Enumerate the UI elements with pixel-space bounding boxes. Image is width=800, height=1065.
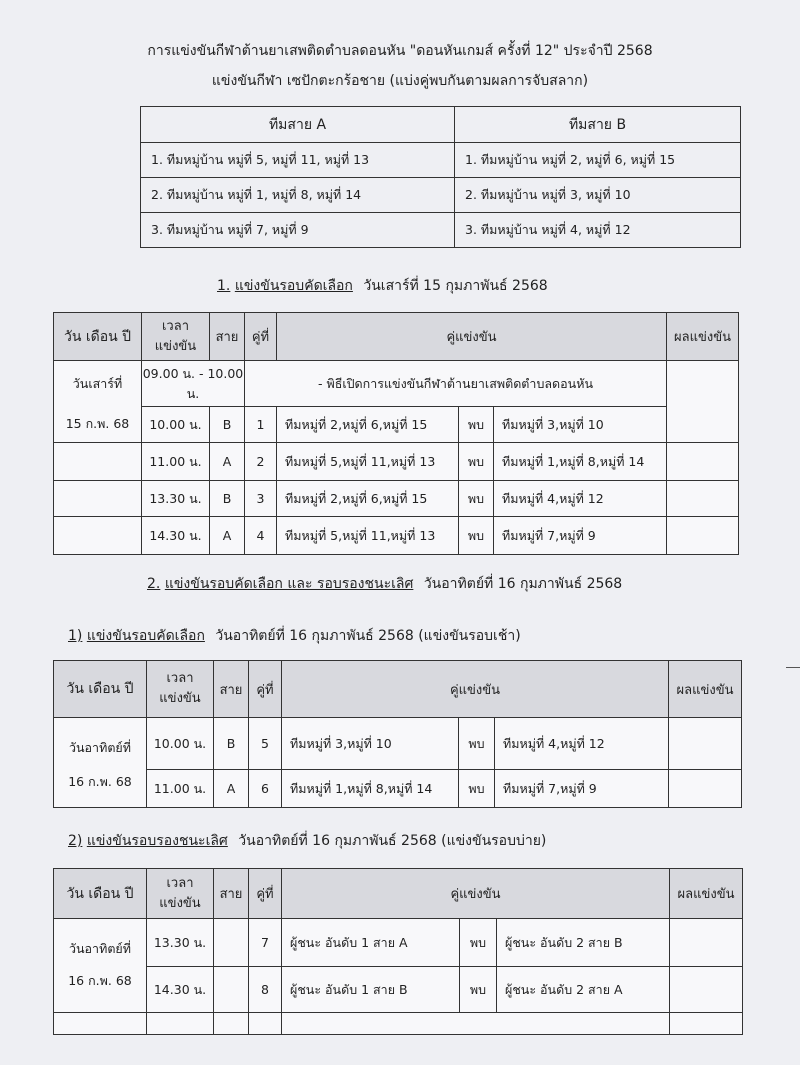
result-cell: [670, 919, 743, 967]
col-time: เวลา แข่งขัน: [147, 869, 214, 919]
document-title: การแข่งขันกีฬาต้านยาเสพติดตำบลดอนหัน "ดอนหันเกมส์ ครั้งที่ 12" ประจำปี 2568: [147, 43, 653, 59]
empty-cell: [670, 1013, 743, 1035]
team-b-cell: 1. ทีมหมู่บ้าน หมู่ที่ 2, หมู่ที่ 6, หมู่ที่ 15: [455, 143, 741, 178]
col-time: เวลา แข่งขัน: [142, 313, 210, 361]
team-b-cell: 2. ทีมหมู่บ้าน หมู่ที่ 3, หมู่ที่ 10: [455, 178, 741, 213]
match-group: [214, 967, 249, 1013]
ceremony-time: 09.00 น. - 10.00 น.: [142, 361, 245, 407]
match-home: ทีมหมู่ที่ 5,หมู่ที่ 11,หมู่ที่ 13: [277, 443, 459, 481]
sub1-title: แข่งขันรอบคัดเลือก: [86, 628, 205, 644]
table-row: [54, 967, 743, 1013]
col-pair: คู่ที่: [249, 869, 282, 919]
section1-date: วันเสาร์ที่ 15 กุมภาพันธ์ 2568: [363, 278, 548, 294]
date-empty: [54, 443, 142, 481]
match-pair: 8: [249, 967, 282, 1013]
match-home: ทีมหมู่ที่ 1,หมู่ที่ 8,หมู่ที่ 14: [282, 770, 459, 808]
table-row: [54, 919, 743, 967]
match-pair: 4: [245, 517, 277, 555]
match-home: ทีมหมู่ที่ 3,หมู่ที่ 10: [282, 718, 459, 770]
empty-cell: [249, 1013, 282, 1035]
match-vs: พบ: [459, 517, 494, 555]
col-result: ผลแข่งขัน: [670, 869, 743, 919]
section2-date: วันอาทิตย์ที่ 16 กุมภาพันธ์ 2568: [423, 576, 623, 592]
table-row: [141, 213, 741, 248]
match-away: ทีมหมู่ที่ 7,หมู่ที่ 9: [495, 770, 669, 808]
match-group: A: [210, 443, 245, 481]
col-date: วัน เดือน ปี: [54, 869, 147, 919]
match-vs: พบ: [459, 481, 494, 517]
match-vs: พบ: [459, 770, 495, 808]
section1-number: 1.: [217, 278, 231, 294]
result-cell: [667, 407, 739, 443]
table-row: [54, 361, 739, 407]
col-time: เวลา แข่งขัน: [147, 661, 214, 718]
section2-heading: [147, 573, 622, 595]
match-vs: พบ: [459, 718, 495, 770]
match-time: 10.00 น.: [147, 718, 214, 770]
result-cell: [669, 770, 742, 808]
match-home: ทีมหมู่ที่ 5,หมู่ที่ 11,หมู่ที่ 13: [277, 517, 459, 555]
teams-table: [140, 106, 741, 248]
col-group: สาย: [214, 661, 249, 718]
match-home: ผู้ชนะ อันดับ 1 สาย B: [282, 967, 460, 1013]
result-cell: [670, 967, 743, 1013]
table-row: [54, 407, 739, 443]
match-group: B: [210, 407, 245, 443]
col-match: คู่แข่งขัน: [282, 869, 670, 919]
col-result: ผลแข่งขัน: [669, 661, 742, 718]
ceremony-text: - พิธีเปิดการแข่งขันกีฬาต้านยาเสพติดตำบลดอนหัน: [245, 361, 667, 407]
match-time: 13.30 น.: [142, 481, 210, 517]
edge-line: [786, 667, 800, 668]
match-group: B: [214, 718, 249, 770]
schedule-table-day2-morning: [53, 660, 742, 808]
result-cell: [667, 361, 739, 407]
match-vs: พบ: [459, 407, 494, 443]
sub1-date: วันอาทิตย์ที่ 16 กุมภาพันธ์ 2568 (แข่งขันรอบเช้า): [215, 628, 521, 644]
match-vs: พบ: [460, 919, 497, 967]
match-away: ผู้ชนะ อันดับ 2 สาย B: [497, 919, 670, 967]
empty-cell: [214, 1013, 249, 1035]
match-group: A: [210, 517, 245, 555]
result-cell: [669, 718, 742, 770]
col-pair: คู่ที่: [245, 313, 277, 361]
table-row: [54, 517, 739, 555]
result-cell: [667, 481, 739, 517]
col-group: สาย: [214, 869, 249, 919]
team-a-cell: 3. ทีมหมู่บ้าน หมู่ที่ 7, หมู่ที่ 9: [141, 213, 455, 248]
sub2-heading: [68, 830, 546, 852]
col-date: วัน เดือน ปี: [54, 661, 147, 718]
result-cell: [667, 517, 739, 555]
match-group: B: [210, 481, 245, 517]
team-b-cell: 3. ทีมหมู่บ้าน หมู่ที่ 4, หมู่ที่ 12: [455, 213, 741, 248]
col-result: ผลแข่งขัน: [667, 313, 739, 361]
section1-heading: [217, 275, 548, 297]
date-day: วันเสาร์ที่: [54, 361, 142, 407]
table-row: [54, 443, 739, 481]
team-b-header: ทีมสาย B: [455, 107, 741, 143]
match-pair: 6: [249, 770, 282, 808]
sub1-number: 1): [68, 628, 83, 644]
sub2-date: วันอาทิตย์ที่ 16 กุมภาพันธ์ 2568 (แข่งขันรอบบ่าย): [238, 833, 547, 849]
col-date: วัน เดือน ปี: [54, 313, 142, 361]
match-time: 11.00 น.: [147, 770, 214, 808]
match-away: ทีมหมู่ที่ 4,หมู่ที่ 12: [495, 718, 669, 770]
date-empty: [54, 481, 142, 517]
match-home: ทีมหมู่ที่ 2,หมู่ที่ 6,หมู่ที่ 15: [277, 407, 459, 443]
date-day: วันอาทิตย์ที่: [54, 919, 147, 967]
match-group: A: [214, 770, 249, 808]
match-away: ทีมหมู่ที่ 4,หมู่ที่ 12: [494, 481, 667, 517]
result-cell: [667, 443, 739, 481]
match-pair: 1: [245, 407, 277, 443]
match-away: ทีมหมู่ที่ 1,หมู่ที่ 8,หมู่ที่ 14: [494, 443, 667, 481]
document-subtitle: แข่งขันกีฬา เซปักตะกร้อชาย (แบ่งคู่พบกันตามผลการจับสลาก): [211, 73, 589, 89]
section2-number: 2.: [147, 576, 161, 592]
date-short: 15 ก.พ. 68: [54, 407, 142, 443]
col-match: คู่แข่งขัน: [282, 661, 669, 718]
match-away: ทีมหมู่ที่ 7,หมู่ที่ 9: [494, 517, 667, 555]
match-away: ทีมหมู่ที่ 3,หมู่ที่ 10: [494, 407, 667, 443]
col-pair: คู่ที่: [249, 661, 282, 718]
match-time: 14.30 น.: [142, 517, 210, 555]
match-home: ผู้ชนะ อันดับ 1 สาย A: [282, 919, 460, 967]
section1-title: แข่งขันรอบคัดเลือก: [234, 278, 353, 294]
table-row: [141, 178, 741, 213]
col-match: คู่แข่งขัน: [277, 313, 667, 361]
match-home: ทีมหมู่ที่ 2,หมู่ที่ 6,หมู่ที่ 15: [277, 481, 459, 517]
table-row: [54, 718, 742, 770]
section2-title: แข่งขันรอบคัดเลือก และ รอบรองชนะเลิศ: [164, 576, 414, 592]
empty-cell: [147, 1013, 214, 1035]
table-row: [54, 770, 742, 808]
match-away: ผู้ชนะ อันดับ 2 สาย A: [497, 967, 670, 1013]
schedule-table-day1: [53, 312, 739, 555]
match-pair: 3: [245, 481, 277, 517]
team-a-cell: 2. ทีมหมู่บ้าน หมู่ที่ 1, หมู่ที่ 8, หมู่ที่ 14: [141, 178, 455, 213]
empty-cell: [282, 1013, 670, 1035]
col-group: สาย: [210, 313, 245, 361]
match-pair: 7: [249, 919, 282, 967]
match-time: 11.00 น.: [142, 443, 210, 481]
match-time: 14.30 น.: [147, 967, 214, 1013]
match-group: [214, 919, 249, 967]
date-day: วันอาทิตย์ที่: [54, 718, 147, 770]
team-a-cell: 1. ทีมหมู่บ้าน หมู่ที่ 5, หมู่ที่ 11, หมู่ที่ 13: [141, 143, 455, 178]
date-empty: [54, 517, 142, 555]
match-vs: พบ: [459, 443, 494, 481]
table-row: [141, 143, 741, 178]
match-time: 10.00 น.: [142, 407, 210, 443]
date-short: 16 ก.พ. 68: [54, 770, 147, 808]
sub2-title: แข่งขันรอบรองชนะเลิศ: [86, 833, 228, 849]
empty-cell: [54, 1013, 147, 1035]
match-pair: 2: [245, 443, 277, 481]
team-a-header: ทีมสาย A: [141, 107, 455, 143]
table-row: [54, 481, 739, 517]
sub1-heading: [68, 625, 521, 647]
schedule-table-day2-afternoon: [53, 868, 743, 1035]
match-pair: 5: [249, 718, 282, 770]
table-row: [54, 1013, 743, 1035]
sub2-number: 2): [68, 833, 83, 849]
date-short: 16 ก.พ. 68: [54, 967, 147, 1013]
match-time: 13.30 น.: [147, 919, 214, 967]
match-vs: พบ: [460, 967, 497, 1013]
